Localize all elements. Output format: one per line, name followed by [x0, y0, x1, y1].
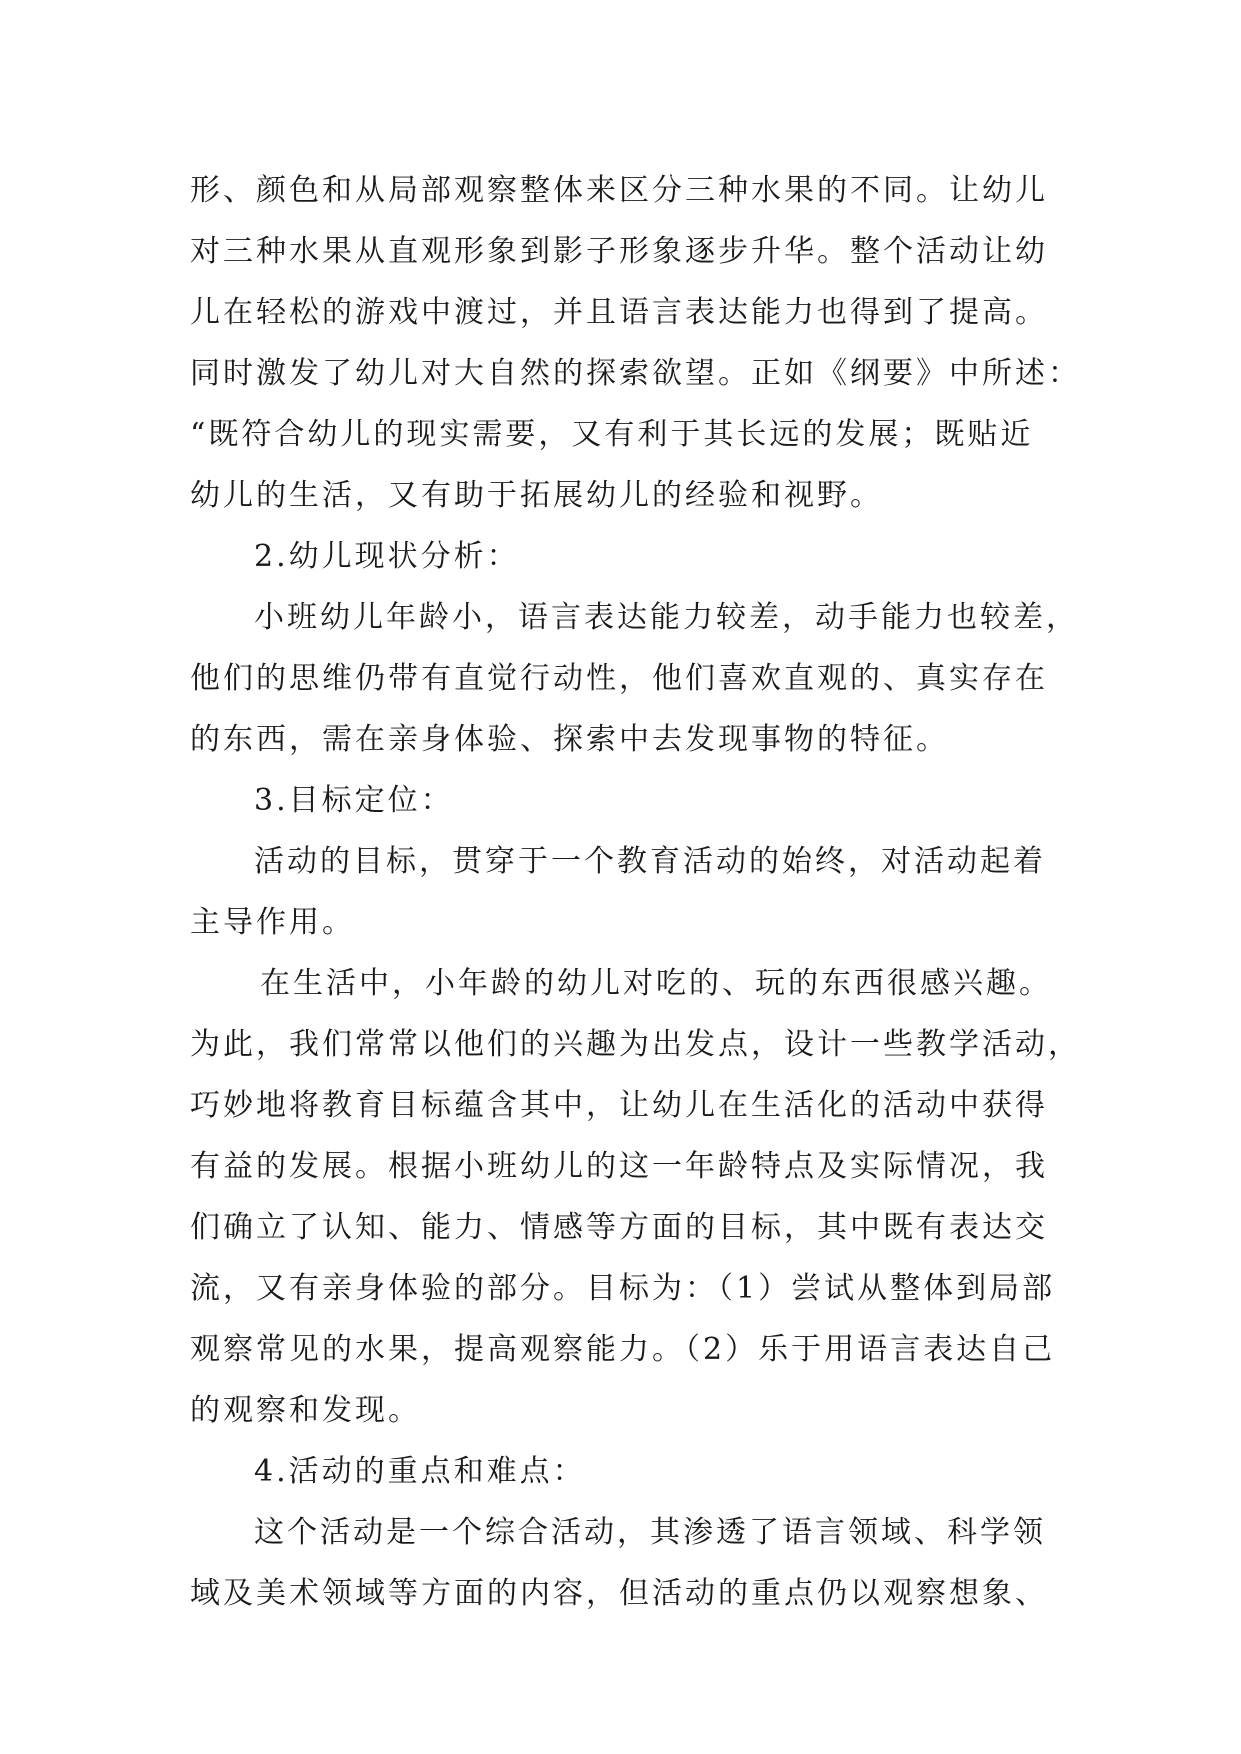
- text-line: 观察常见的水果，提高观察能力。（2）乐于用语言表达自己: [190, 1332, 1056, 1367]
- text-line: 小班幼儿年龄小，语言表达能力较差，动手能力也较差，: [254, 600, 1079, 635]
- section-heading: 4.活动的重点和难点：: [254, 1454, 586, 1489]
- text-line: 们确立了认知、能力、情感等方面的目标，其中既有表达交: [190, 1210, 1048, 1245]
- text-line: 流，又有亲身体验的部分。目标为：（1）尝试从整体到局部: [190, 1271, 1056, 1306]
- text-line: 同时激发了幼儿对大自然的探索欲望。正如《纲要》中所述：: [190, 356, 1081, 391]
- text-line: 形、颜色和从局部观察整体来区分三种水果的不同。让幼儿: [190, 173, 1048, 208]
- text-line: 域及美术领域等方面的内容，但活动的重点仍以观察想象、: [190, 1576, 1048, 1611]
- body-text: [190, 160, 1090, 1624]
- text-line: 这个活动是一个综合活动，其渗透了语言领域、科学领: [254, 1515, 1046, 1550]
- text-line: 巧妙地将教育目标蕴含其中，让幼儿在生活化的活动中获得: [190, 1088, 1048, 1123]
- section-heading: 3.目标定位：: [254, 783, 454, 818]
- text-line: 儿在轻松的游戏中渡过，并且语言表达能力也得到了提高。: [190, 295, 1048, 330]
- text-line: “既符合幼儿的现实需要，又有利于其长远的发展；既贴近: [190, 417, 1034, 452]
- text-line: 他们的思维仍带有直觉行动性，他们喜欢直观的、真实存在: [190, 661, 1048, 696]
- text-line: 在生活中，小年龄的幼儿对吃的、玩的东西很感兴趣。: [260, 966, 1052, 1001]
- text-line: 的观察和发现。: [190, 1393, 421, 1428]
- section-heading: 2.幼儿现状分析：: [254, 539, 520, 574]
- text-line: 主导作用。: [190, 905, 355, 940]
- text-line: 幼儿的生活，又有助于拓展幼儿的经验和视野。: [190, 478, 883, 513]
- text-line: 活动的目标，贯穿于一个教育活动的始终，对活动起着: [254, 844, 1046, 879]
- text-line: 的东西，需在亲身体验、探索中去发现事物的特征。: [190, 722, 949, 757]
- text-line: 为此，我们常常以他们的兴趣为出发点，设计一些教学活动，: [190, 1027, 1081, 1062]
- text-line: 有益的发展。根据小班幼儿的这一年龄特点及实际情况，我: [190, 1149, 1048, 1184]
- text-line: 对三种水果从直观形象到影子形象逐步升华。整个活动让幼: [190, 234, 1048, 269]
